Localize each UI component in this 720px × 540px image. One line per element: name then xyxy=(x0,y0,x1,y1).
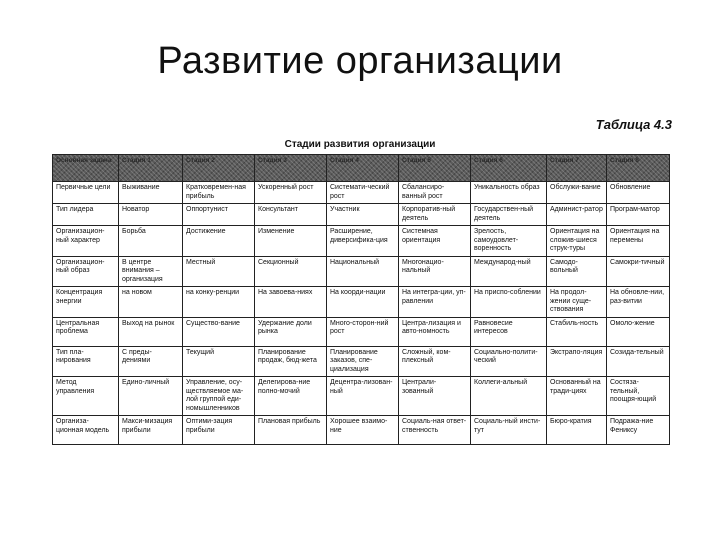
table-row xyxy=(53,287,670,318)
table-cell: Корпоратив-ный деятель xyxy=(399,204,471,226)
table-cell: На завоева-ниях xyxy=(255,287,327,318)
header-cell: Стадия 6 xyxy=(471,155,547,182)
table-cell: Подража-ние Фениксу xyxy=(607,416,670,445)
header-cell: Стадия 8 xyxy=(607,155,670,182)
table-cell: на конку-ренции xyxy=(183,287,255,318)
table-cell: На продол-жении суще-ствования xyxy=(547,287,607,318)
table-cell: Тип пла-нирования xyxy=(53,346,119,377)
table-cell: Выход на рынок xyxy=(119,317,183,346)
table-caption: Стадии развития организации xyxy=(284,139,436,150)
table-cell: Концентрация энергии xyxy=(53,287,119,318)
table-cell: Кратковремен-ная прибыль xyxy=(183,182,255,204)
table-cell: Ориентация на сложив-шиеся струк-туры xyxy=(547,226,607,257)
table-cell: Многонацио-нальный xyxy=(399,256,471,287)
table-cell: Сложный, ком-плексный xyxy=(399,346,471,377)
table-cell: Местный xyxy=(183,256,255,287)
table-cell: Хорошее взаимо-ние xyxy=(327,416,399,445)
table-cell: Бюро-кратия xyxy=(547,416,607,445)
table-cell: Национальный xyxy=(327,256,399,287)
table-cell: Участник xyxy=(327,204,399,226)
table-row xyxy=(53,317,670,346)
table-cell: Омоло-жение xyxy=(607,317,670,346)
table-cell: Равновесие интересов xyxy=(471,317,547,346)
table-cell: Достижение xyxy=(183,226,255,257)
table-header-row xyxy=(53,155,670,182)
table-cell: Делегирова-ние полно-мочий xyxy=(255,377,327,416)
table-cell: Оппортунист xyxy=(183,204,255,226)
table-cell: На приспо-соблении xyxy=(471,287,547,318)
table-cell: Метод управления xyxy=(53,377,119,416)
table-cell: Состяза-тельный, поощря-ющий xyxy=(607,377,670,416)
header-cell: Стадия 2 xyxy=(183,155,255,182)
table-cell: Организацион-ный характер xyxy=(53,226,119,257)
table-cell: Децентра-лизован-ный xyxy=(327,377,399,416)
table-cell: Борьба xyxy=(119,226,183,257)
table-row xyxy=(53,182,670,204)
table-cell: Програм-матор xyxy=(607,204,670,226)
table-cell: Расширение, диверсифика-ция xyxy=(327,226,399,257)
table-cell: На обновле-нии, раз-витии xyxy=(607,287,670,318)
table-cell: Планирование заказов, спе-циализация xyxy=(327,346,399,377)
table-label: Таблица 4.3 xyxy=(595,117,672,132)
table-cell: на новом xyxy=(119,287,183,318)
stages-table xyxy=(52,154,670,445)
table-cell: Выживание xyxy=(119,182,183,204)
table-cell: Планирование продаж, бюд-жета xyxy=(255,346,327,377)
table-cell: Социаль-ная ответ-ственность xyxy=(399,416,471,445)
table-cell: Системная ориентация xyxy=(399,226,471,257)
table-cell: Оптими-зация прибыли xyxy=(183,416,255,445)
table-cell: Ориентация на перемены xyxy=(607,226,670,257)
table-cell: Организацион-ный образ xyxy=(53,256,119,287)
table-cell: Созида-тельный xyxy=(607,346,670,377)
table-cell: Централи-зованный xyxy=(399,377,471,416)
table-cell: Существо-вание xyxy=(183,317,255,346)
table-cell: Сбалансиро-ванный рост xyxy=(399,182,471,204)
table-row xyxy=(53,346,670,377)
table-row xyxy=(53,416,670,445)
table-cell: Тип лидера xyxy=(53,204,119,226)
table-cell: Зрелость, самоудовлет-воренность xyxy=(471,226,547,257)
table-cell: Плановая прибыль xyxy=(255,416,327,445)
table-cell: Удержание доли рынка xyxy=(255,317,327,346)
table-cell: Экстрапо-ляция xyxy=(547,346,607,377)
table-row xyxy=(53,226,670,257)
table-cell: Едино-личный xyxy=(119,377,183,416)
header-cell: Стадия 5 xyxy=(399,155,471,182)
table-cell: Центральная проблема xyxy=(53,317,119,346)
table-cell: Управление, осу-ществляемое ма-лой группой еди-номышленников xyxy=(183,377,255,416)
table-cell: Уникальность образ xyxy=(471,182,547,204)
table-cell: Международ-ный xyxy=(471,256,547,287)
slide-title: Развитие организации xyxy=(157,40,563,82)
table-cell: Обновление xyxy=(607,182,670,204)
header-cell: Основная задача xyxy=(53,155,119,182)
header-cell: Стадия 4 xyxy=(327,155,399,182)
table-cell: В центре внимания – организация xyxy=(119,256,183,287)
table-cell: Самокри-тичный xyxy=(607,256,670,287)
table-cell: Макси-мизация прибыли xyxy=(119,416,183,445)
table-cell: Первичные цели xyxy=(53,182,119,204)
table-cell: Обслужи-вание xyxy=(547,182,607,204)
table-cell: На коорди-нации xyxy=(327,287,399,318)
table-cell: Организа-ционная модель xyxy=(53,416,119,445)
table-cell: Государствен-ный деятель xyxy=(471,204,547,226)
table-cell: Текущий xyxy=(183,346,255,377)
table-row xyxy=(53,204,670,226)
table-cell: Основанный на тради-циях xyxy=(547,377,607,416)
header-cell: Стадия 7 xyxy=(547,155,607,182)
table-cell: Админист-ратор xyxy=(547,204,607,226)
table-cell: Много-сторон-ний рост xyxy=(327,317,399,346)
table-cell: Социально-полити-ческий xyxy=(471,346,547,377)
header-cell: Стадия 1 xyxy=(119,155,183,182)
table-cell: Консультант xyxy=(255,204,327,226)
table-cell: Стабиль-ность xyxy=(547,317,607,346)
table-cell: Ускоренный рост xyxy=(255,182,327,204)
table-cell: Коллеги-альный xyxy=(471,377,547,416)
table-cell: Новатор xyxy=(119,204,183,226)
table-cell: Секционный xyxy=(255,256,327,287)
table-row xyxy=(53,377,670,416)
table-cell: На интегра-ции, уп-равлении xyxy=(399,287,471,318)
table-cell: Центра-лизация и авто-номность xyxy=(399,317,471,346)
table-cell: Самодо-вольный xyxy=(547,256,607,287)
table-cell: Социаль-ный инсти-тут xyxy=(471,416,547,445)
table-cell: С преды-дениями xyxy=(119,346,183,377)
table-cell: Системати-ческий рост xyxy=(327,182,399,204)
table-row xyxy=(53,256,670,287)
table-cell: Изменение xyxy=(255,226,327,257)
header-cell: Стадия 3 xyxy=(255,155,327,182)
